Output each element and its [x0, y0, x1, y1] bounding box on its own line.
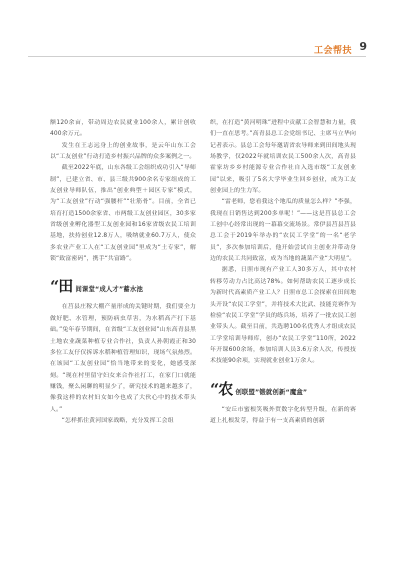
right-column [210, 118, 356, 427]
paragraph: “雷老师，您看我这个地瓜的质量怎么样？”李强，我现在日销售达到200多单呢！”——这是莒县总工会工创中心经常出现的一幕幕交流场景。常伊县莒县莒县总工会于2019年举办的“农民工学堂”的一名“老学员”，多次参加培训后，他开始尝试自主创业并带动身边的农民工共同致富，成为当地的蔬菜产业“大明星”。 [210, 199, 356, 263]
heading-initial: 农 [218, 379, 234, 398]
paragraph: “怎样抓住黄河国家战略，充分发挥工会组 [61, 417, 174, 424]
paragraph: 截至2022年底，山东各级工会组织成功引入“导师制”，已建立省、市、县三级共900余名专家组成的工友创业导师队伍，推出“创业典型＋园区专家”模式，为“工友创业”行动“强腰杆”“壮筋骨”。目前，全省已培育打造1500余家省、市两级工友创业园区，30多家省级创业孵化器型工友创业园和16家省级农民工培训基地，扶持创业12.8万人，吸纳就业60.7万人，使众多农业产业工人在“工友创业园”里成为“土专家”，解锁“致富密码”，携手“共富路”。 [50, 165, 196, 263]
heading-quote-mark: “ [210, 379, 217, 399]
header-divider [28, 56, 366, 57]
section-heading [50, 277, 196, 297]
left-column [50, 118, 196, 427]
paragraph: “安丘市蜜根笑吸外贸数字化转型升级，在新的赛道上扎根发芽，得益于有一支高素质的创新 [210, 406, 356, 424]
page-number: 9 [359, 40, 367, 53]
paragraph: 据悉，日照市现有产业工人30多万人，其中农村转移劳动力占比高达78%。如何帮助农民工逐步成长为新时代高素质产业工人？日照市总工会探索在田间地头开设“农民工学堂”，并将技术大比武、技能竞赛作为检验“农民工学堂”学员的练兵场，培养了一批农民工创业带头人。截至目前，共选聘100名优秀人才组成农民工学堂培训导师库，创办“农民工学堂”110所，2022年开课600余场，参加培训人员3.6万余人次，传授技术技能90余项，实现就业创业1万余人。 [210, 267, 356, 365]
section-heading [210, 379, 356, 399]
heading-text: 间课堂“成人才”蓄水池 [75, 285, 143, 294]
paragraph: 织，在打造“黄河明珠”进程中贡献工会智慧和力量，我们一直在思考。”高青县总工会党组书记、主席马立华向记者表示。县总工会每年邀请省农导师来到田间地头现场教学，仅2022年就培训农民工500余人次，高青县霍家坊乡乡村能源专业合作社自入选市级“工友创业园”以来，吸引了5名大学毕业生回乡创业，成为工友创业园上的生力军。 [210, 120, 356, 195]
heading-initial: 田 [58, 277, 74, 296]
paragraph: 额120余亩，带动周边农民就业100余人，累计创收400余万元。 [50, 120, 196, 138]
paragraph: 发生在王志远身上的创业故事，是云年山东工会以“工友创业”行动打造乡村振兴品牌的众多案例之一。 [50, 142, 196, 161]
paragraph: 在莒县庄稼大棚产量形成的关键时期，我们要全力做好肥、水管理，预防病虫草害，为水稻高产打下基础。”兔年春节期间，在省级“工友创业园”山东高青县黑土地农业蔬菜种植专业合作社，负责人孙朝霞正和30多位工友仔仅拆诉水稻种植管理知识，现场气氛热烈。在该园“工友创业园”恰当地带来的变化，她感受深刻。“现在村里留守妇女来合作社打工，在家门口就能赚钱，聚么闲聊的明显少了，研究技术的越来越多了，像我这样的农村妇女如今也成了大伙心中的技术带头人。” [50, 304, 196, 413]
heading-text: 创联盟”锻就创新“魔盒” [235, 387, 308, 396]
heading-quote-mark: “ [50, 277, 57, 297]
section-label: 工会帮扶 [313, 46, 352, 56]
